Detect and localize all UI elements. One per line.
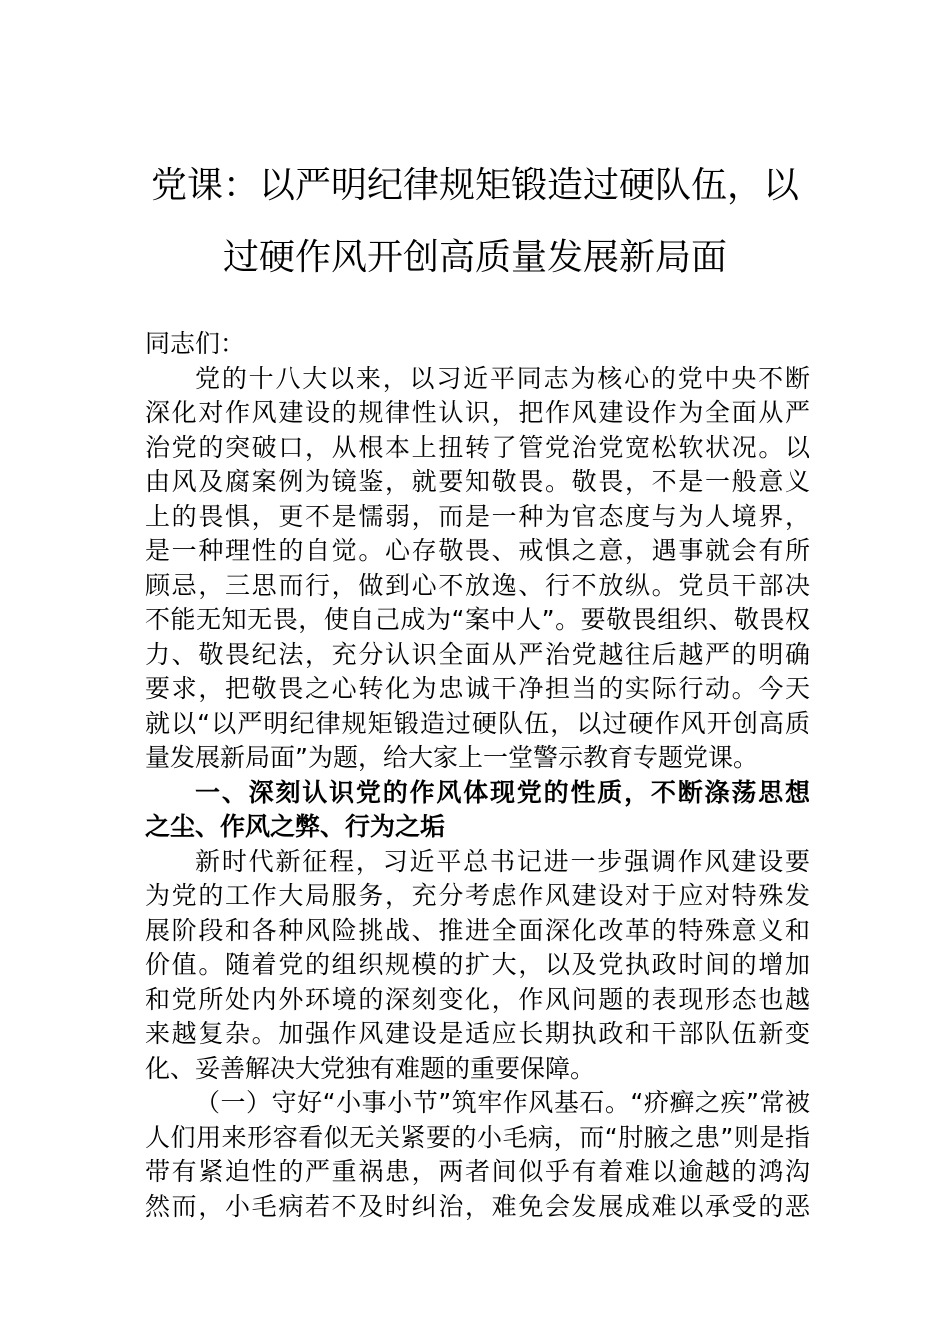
document-title-line-2: 过硬作风开创高质量发展新局面 <box>222 237 727 278</box>
paragraph-line: 为党的工作大局服务，充分考虑作风建设对于应对特殊发 <box>145 881 810 910</box>
paragraph-line: 党的十八大以来，以习近平同志为核心的党中央不断 <box>195 363 810 393</box>
paragraph-2 <box>145 845 810 1087</box>
salutation: 同志们： <box>145 329 246 358</box>
document-title-line-1: 党课：以严明纪律规矩锻造过硬队伍，以 <box>150 165 799 206</box>
paragraph-line: 上的畏惧，更不是懦弱，而是一种为官态度与为人境界， <box>145 501 810 531</box>
paragraph-line: 新时代新征程，习近平总书记进一步强调作风建设要 <box>195 846 810 876</box>
paragraph-line: 然而，小毛病若不及时纠治，难免会发展成难以承受的恶 <box>145 1191 810 1221</box>
paragraph-line: 价值。随着党的组织规模的扩大，以及党执政时间的增加 <box>145 950 810 979</box>
paragraph-line: 和党所处内外环境的深刻变化，作风问题的表现形态也越 <box>145 984 810 1014</box>
paragraph-line: 治党的突破口，从根本上扭转了管党治党宽松软状况。以 <box>145 432 810 462</box>
paragraph-line: 展阶段和各种风险挑战、推进全面深化改革的特殊意义和 <box>145 915 810 945</box>
paragraph-1 <box>145 362 810 776</box>
paragraph-line: 人们用来形容看似无关紧要的小毛病，而“肘腋之患”则是指 <box>145 1122 810 1152</box>
paragraph-line: 深化对作风建设的规律性认识，把作风建设作为全面从严 <box>145 398 810 427</box>
paragraph-line: 就以“以严明纪律规矩锻造过硬队伍，以过硬作风开创高质 <box>145 708 810 738</box>
paragraph-line: 量发展新局面”为题，给大家上一堂警示教育专题党课。 <box>145 743 758 772</box>
paragraph-3 <box>145 1086 810 1224</box>
paragraph-line: 化、妥善解决大党独有难题的重要保障。 <box>145 1053 596 1083</box>
paragraph-line: 不能无知无畏，使自己成为“案中人”。要敬畏组织、敬畏权 <box>145 605 810 634</box>
section-heading-1 <box>145 776 810 845</box>
heading-line: 之尘、作风之弊、行为之垢 <box>145 812 446 841</box>
paragraph-line: 顾忌，三思而行，做到心不放逸、行不放纵。党员干部决 <box>145 570 810 600</box>
paragraph-line: 由风及腐案例为镜鉴，就要知敬畏。敬畏，不是一般意义 <box>145 467 810 496</box>
paragraph-line: 要求，把敬畏之心转化为忠诚干净担当的实际行动。今天 <box>145 674 810 703</box>
paragraph-line: 带有紧迫性的严重祸患，两者间似乎有着难以逾越的鸿沟 <box>145 1157 810 1186</box>
paragraph-line: 是一种理性的自觉。心存敬畏、戒惧之意，遇事就会有所 <box>145 536 810 565</box>
paragraph-line: 来越复杂。加强作风建设是适应长期执政和干部队伍新变 <box>145 1019 810 1048</box>
paragraph-line: （一）守好“小事小节”筑牢作风基石。“疥癣之疾”常被 <box>195 1088 810 1117</box>
paragraph-line: 力、敬畏纪法，充分认识全面从严治党越往后越严的明确 <box>145 639 810 669</box>
document-body <box>145 327 810 1224</box>
heading-line: 一、深刻认识党的作风体现党的性质，不断涤荡思想 <box>195 777 810 807</box>
